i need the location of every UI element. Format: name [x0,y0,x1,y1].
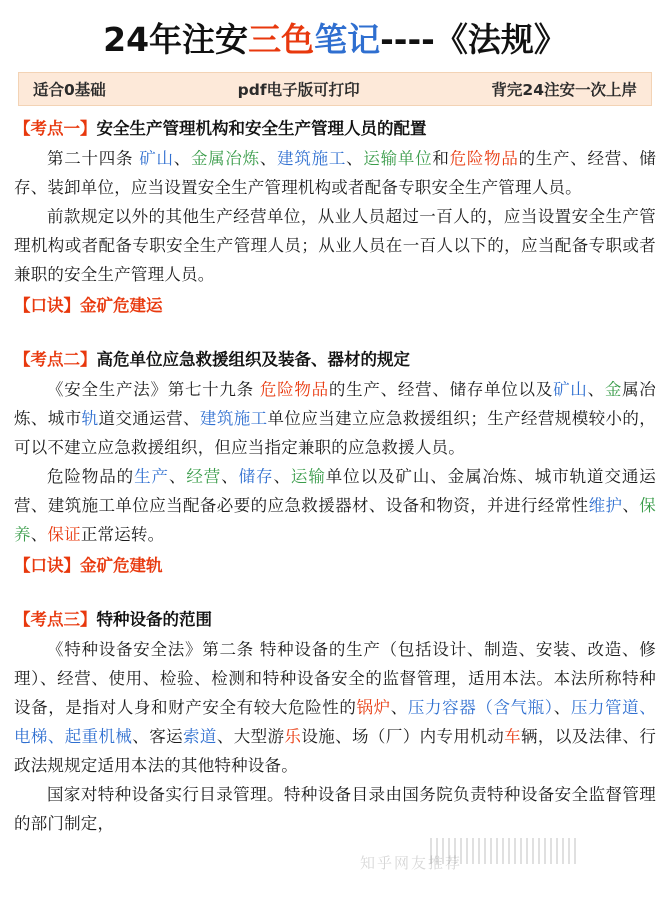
section-tag: 【考点三】 [14,610,97,629]
text-run: 的生产、经营、储存单位以及 [328,380,554,399]
text-run: 危险物品 [259,380,329,399]
text-run: 《安全生产法》第七十九条 [47,380,260,399]
text-run: 正常运转。 [80,525,165,544]
text-run: 单位以及矿山、金属冶炼、城市轨道交通运营、建筑施工单位应当配备必要的应急救援器材、设备和物资，并进行经常性 [14,467,656,515]
text-run: 金属冶炼 [190,149,260,168]
title-part-5: 《法规》 [434,20,567,59]
text-run: 设施、场（厂）内专用机动 [301,727,505,746]
title-part-2: 三色 [248,20,315,59]
banner-left-text: 适合0基础 [33,81,106,99]
text-run: 、 [221,467,239,486]
text-run: 车 [504,727,522,746]
text-run: 运输 [290,467,326,486]
text-run: 经营 [186,467,222,486]
section-heading-text: 安全生产管理机构和安全生产管理人员的配置 [96,119,427,138]
section-paragraph [14,462,656,549]
text-run: 、 [390,698,408,717]
text-run: 保养 [14,496,656,544]
text-run: 生产 [134,467,169,486]
watermark-text: 知乎网友推荐 [360,854,463,872]
text-run: 维护 [588,496,623,515]
text-run: 、 [553,698,571,717]
text-run: 、 [30,525,48,544]
section-paragraph [14,375,656,462]
text-run: 、城市 [30,409,82,428]
title-part-4: ---- [380,20,435,59]
text-run: 单位应当建立应急救援组织；生产经营规模较小的，可以不建立应急救援组织，但应当指定兼职的应急救援人员。 [14,409,657,457]
section-paragraph [14,635,656,780]
text-run: 索道 [183,727,217,746]
text-run: 《特种设备安全法》第二条 特种设备的生产（包括设计、制造、安装、改造、修理）、经营、使用、检验、检测和特种设备安全的监督管理，适用本法。本法所称特种设备，是指对人身和财产安全有较大危险性的 [14,640,656,717]
watermark-bars [430,838,580,864]
section-heading [14,116,656,142]
text-run: 金 [604,380,623,399]
mnemonic-line: 【口诀】金矿危建轨 [14,556,163,575]
section-paragraph [14,144,656,202]
text-run: 危险物品的 [47,467,135,486]
banner-right-text: 背完24注安一次上岸 [491,81,637,99]
section-tag: 【考点一】 [14,119,97,138]
section-spacer [14,581,656,601]
banner-center-text: pdf电子版可打印 [237,81,360,99]
text-run: 道交通运营、 [98,409,200,428]
text-run: 矿山 [553,380,588,399]
text-run: 危险物品 [449,149,519,168]
text-run: 、 [168,467,187,486]
text-run: 、 [273,467,291,486]
text-run: 建筑施工 [199,409,268,428]
text-run: 属冶炼 [14,380,657,428]
text-run: 轨 [81,409,99,428]
text-run: 、 [587,380,605,399]
section-paragraph [14,202,656,289]
text-run: 的生产、经营、储存、装卸单位，应当设置安全生产管理机构或者配备专职安全生产管理人员。 [14,149,656,197]
text-run: 矿山 [139,149,174,168]
sections-container [14,116,656,838]
text-run: 、 [173,149,191,168]
section-spacer [14,321,656,341]
text-run: 、 [346,149,364,168]
text-run: 保证 [47,525,81,544]
mnemonic-line: 【口诀】金矿危建运 [14,296,163,315]
text-run: 、大型游 [216,727,285,746]
text-run: 压力容器（含气瓶） [407,698,554,717]
section-heading [14,347,656,373]
section-heading-text: 高危单位应急救援组织及装备、器材的规定 [96,350,410,369]
text-run: 和 [432,149,450,168]
section-heading [14,607,656,633]
text-run: 、 [259,149,278,168]
text-run: 国家对特种设备实行目录管理。特种设备目录由国务院负责特种设备安全监督管理的部门制定， [14,785,656,833]
text-run: 压力管道、电梯、起重机械 [14,698,657,746]
text-run: 运输单位 [363,149,433,168]
text-run: 乐 [284,727,302,746]
page-title [14,16,656,64]
text-run: 建筑施工 [277,149,347,168]
text-run: 第二十四条 [47,149,140,168]
text-run: 、 [622,496,640,515]
text-run: 辆，以及法律、行政法规规定适用本法的其他特种设备。 [14,727,657,775]
title-part-1: 24年注安 [103,20,249,59]
text-run: 前款规定以外的其他生产经营单位，从业人员超过一百人的，应当设置安全生产管理机构或者配备专职安全生产管理人员；从业人员在一百人以下的，应当配备专职或者兼职的安全生产管理人员。 [14,207,656,284]
promo-banner [18,72,652,106]
section-tag: 【考点二】 [14,350,97,369]
section-paragraph [14,780,656,838]
title-part-3: 笔记 [314,20,381,59]
text-run: 锅炉 [356,698,391,717]
section-heading-text: 特种设备的范围 [96,610,212,629]
text-run: 、客运 [132,727,183,746]
text-run: 储存 [238,467,274,486]
